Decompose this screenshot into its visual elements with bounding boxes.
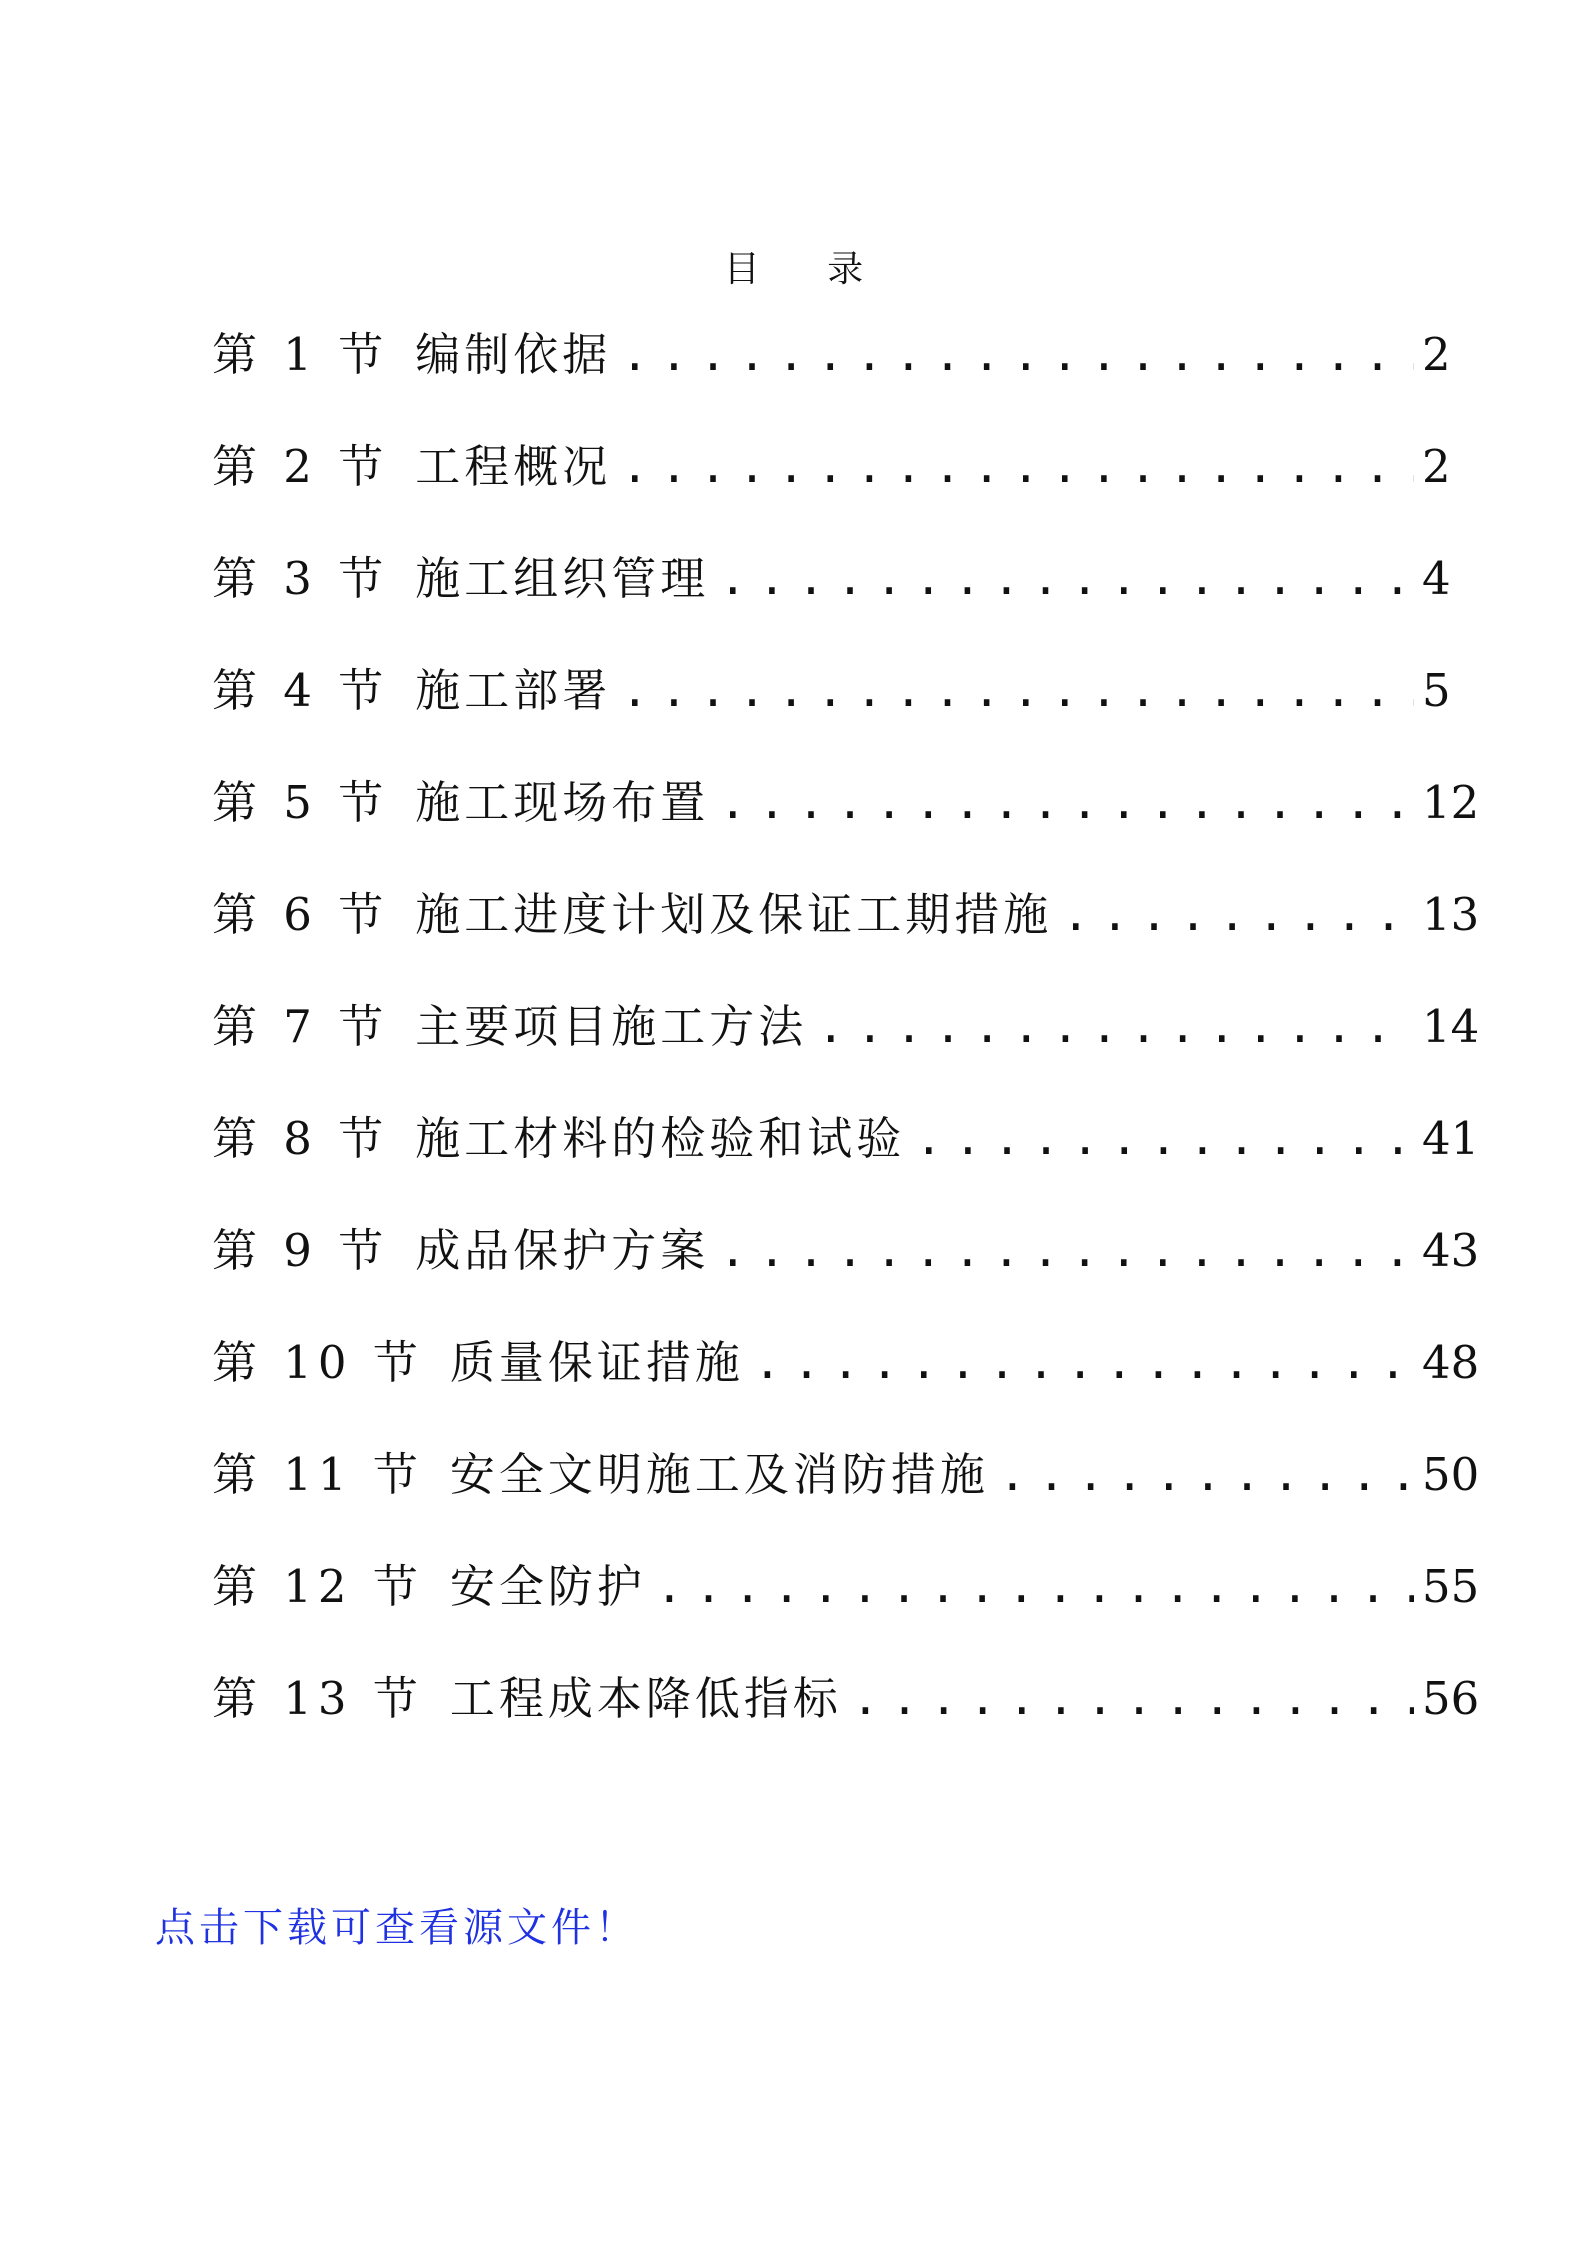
toc-dot-leader	[852, 1669, 1414, 1729]
toc-entry[interactable]	[212, 1109, 1480, 1221]
toc-entry-title: 安全防护	[449, 1560, 646, 1613]
toc-dot-leader	[915, 1109, 1414, 1169]
toc-entry-number: 第 8 节	[212, 1112, 390, 1165]
toc-entry[interactable]	[212, 997, 1480, 1109]
toc-entry-number: 第 12 节	[212, 1560, 424, 1613]
toc-entry-number: 第 10 节	[212, 1336, 424, 1389]
toc-entry[interactable]	[212, 773, 1480, 885]
toc-entry-title: 工程成本降低指标	[449, 1672, 842, 1725]
toc-dot-leader	[719, 773, 1414, 833]
toc-entry-page: 4	[1422, 552, 1451, 605]
toc-entry-title: 主要项目施工方法	[415, 1000, 808, 1053]
toc-entry-page: 48	[1422, 1336, 1480, 1389]
toc-entry[interactable]	[212, 1445, 1480, 1557]
toc-dot-leader	[817, 997, 1414, 1057]
toc-entry-number: 第 4 节	[212, 664, 390, 717]
toc-entry[interactable]	[212, 1221, 1480, 1333]
toc-entry-page: 41	[1422, 1112, 1480, 1165]
toc-dot-leader	[621, 661, 1414, 721]
toc-entry-number: 第 9 节	[212, 1224, 390, 1277]
toc-dot-leader	[656, 1557, 1414, 1617]
toc-dot-leader	[754, 1333, 1414, 1393]
toc-entry[interactable]	[212, 885, 1480, 997]
toc-entry-page: 55	[1422, 1560, 1480, 1613]
toc-entry-page: 13	[1422, 888, 1480, 941]
toc-dot-leader	[719, 1221, 1414, 1281]
toc-entry[interactable]	[212, 1669, 1480, 1781]
toc-dot-leader	[719, 549, 1414, 609]
toc-entry[interactable]	[212, 549, 1451, 661]
toc-entry-page: 2	[1422, 328, 1451, 381]
toc-dot-leader	[621, 437, 1414, 497]
toc-entry[interactable]	[212, 1557, 1480, 1669]
toc-entry-title: 质量保证措施	[449, 1336, 744, 1389]
toc-entry-number: 第 2 节	[212, 440, 390, 493]
toc-entry-page: 43	[1422, 1224, 1480, 1277]
toc-entry-title: 施工部署	[415, 664, 612, 717]
toc-entry-number: 第 7 节	[212, 1000, 390, 1053]
toc-entry-page: 56	[1422, 1672, 1480, 1725]
toc-entry-page: 50	[1422, 1448, 1480, 1501]
toc-entry[interactable]	[212, 1333, 1480, 1445]
toc-entry-title: 施工进度计划及保证工期措施	[415, 888, 1053, 941]
toc-entry-title: 安全文明施工及消防措施	[449, 1448, 989, 1501]
toc-dot-leader	[1062, 885, 1414, 945]
toc-entry[interactable]	[212, 325, 1451, 437]
toc-entry-number: 第 5 节	[212, 776, 390, 829]
toc-entry-number: 第 1 节	[212, 328, 390, 381]
toc-list	[212, 325, 1480, 1781]
toc-entry-title: 施工组织管理	[415, 552, 710, 605]
toc-entry-title: 成品保护方案	[415, 1224, 710, 1277]
toc-entry-title: 编制依据	[415, 328, 612, 381]
toc-entry-number: 第 3 节	[212, 552, 390, 605]
toc-entry-page: 2	[1422, 440, 1451, 493]
toc-title: 目 录	[723, 249, 892, 290]
toc-entry-number: 第 6 节	[212, 888, 390, 941]
toc-entry-page: 5	[1422, 664, 1451, 717]
toc-entry-title: 施工现场布置	[415, 776, 710, 829]
toc-entry-page: 14	[1422, 1000, 1480, 1053]
toc-entry-number: 第 11 节	[212, 1448, 424, 1501]
toc-dot-leader	[621, 325, 1414, 385]
toc-entry-title: 施工材料的检验和试验	[415, 1112, 906, 1165]
toc-dot-leader	[999, 1445, 1414, 1505]
toc-entry[interactable]	[212, 437, 1451, 549]
toc-entry-title: 工程概况	[415, 440, 612, 493]
download-source-link[interactable]: 点击下载可查看源文件！	[155, 1905, 639, 1951]
toc-entry[interactable]	[212, 661, 1451, 773]
toc-entry-number: 第 13 节	[212, 1672, 424, 1725]
toc-entry-page: 12	[1422, 776, 1480, 829]
